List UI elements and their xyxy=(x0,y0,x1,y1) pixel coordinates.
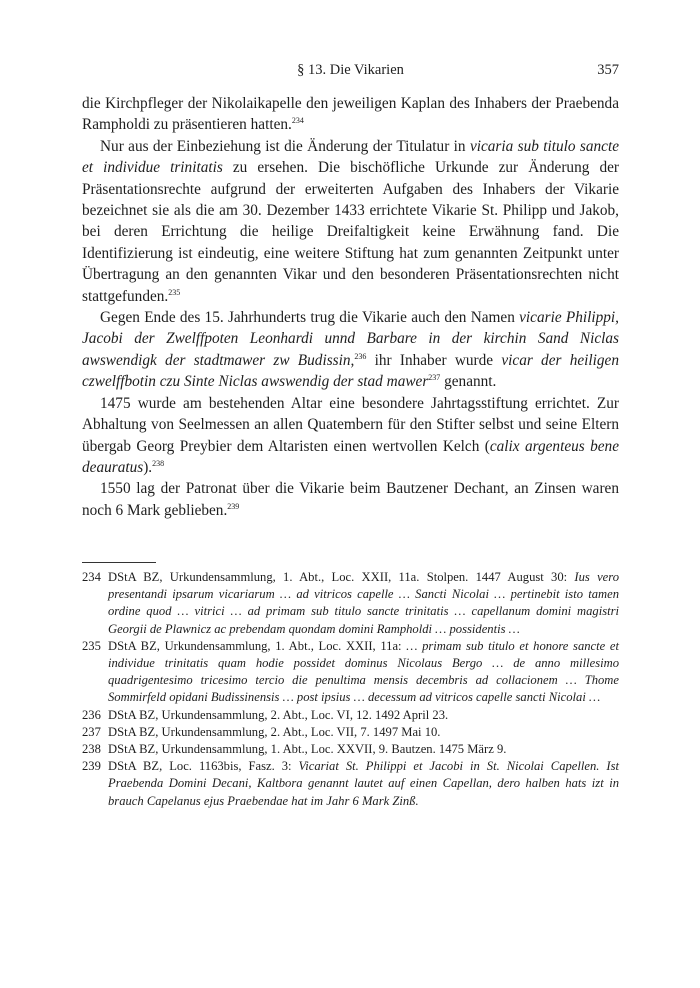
latin-quote: calix argenteus bene deauratus xyxy=(82,437,619,476)
text-run: 1475 wurde am bestehenden Altar eine besondere Jahrtagsstiftung errichtet. Zur Abhaltung von Seelmessen an allen Quatembern für den Stifter selbst und seine Eltern übergab Georg Preybier dem Altaristen einen wertvollen Kelch ( xyxy=(82,394,619,455)
text-run: ). xyxy=(143,458,153,476)
footnote-ref: 235 xyxy=(168,287,181,297)
footnote-number: 234 xyxy=(82,570,101,584)
paragraph-1 xyxy=(82,93,619,136)
text-run: Nur aus der Einbeziehung ist die Änderung der Titulatur in xyxy=(100,137,470,155)
paragraph-3 xyxy=(82,307,619,393)
footnote-text: DStA BZ, Urkundensammlung, 1. Abt., Loc. XXII, 11a. Stolpen. 1447 August 30: xyxy=(108,570,575,584)
footnote xyxy=(82,724,619,741)
footnote xyxy=(82,758,619,810)
footnote-ref: 237 xyxy=(428,373,441,383)
paragraph-4 xyxy=(82,393,619,479)
footnote-text: DStA BZ, Urkundensammlung, 2. Abt., Loc. VII, 7. 1497 Mai 10. xyxy=(108,724,441,739)
footnote-ref: 239 xyxy=(227,501,240,511)
footnote-text: DStA BZ, Urkundensammlung, 1. Abt., Loc. XXII, 11a: xyxy=(108,638,407,653)
footnote-separator xyxy=(82,562,156,563)
footnote-text: DStA BZ, Urkundensammlung, 1. Abt., Loc. XXVII, 9. Bautzen. 1475 März 9. xyxy=(108,742,507,757)
footnote-number: 238 xyxy=(82,742,101,757)
german-quote: vicarie Philippi, Jacobi der Zwelffpoten Leonhardi unnd Barbare in der kirchin Sand Niclas awswendigk der stadtmawer zw Budissin, xyxy=(82,309,619,369)
footnote xyxy=(82,638,619,707)
text-run: 1550 lag der Patronat über die Vikarie beim Bautzener Dechant, an Zinsen waren noch 6 Mark geblieben. xyxy=(82,480,619,519)
footnote-number: 235 xyxy=(82,638,101,653)
footnote-quote: … primam sub titulo et honore sancte et individue trinitatis quam hodie possidet dominus Nicolaus Bergo … de anno millesimo quadrigentesimo tricesimo tercio die penultima mensis decembris ad collacionem … Thome Sommirfeld opidani Budissinensis … post ipsius … decessum ad vitricos capelle sancti Nicolai … xyxy=(108,638,619,705)
footnote-number: 237 xyxy=(82,724,101,739)
text-run: genannt. xyxy=(440,373,497,391)
german-quote: vicar der heiligen czwelffbotin czu Sinte Niclas awswendig der stad mawer xyxy=(82,351,619,391)
footnote-quote: Ius vero presentandi ipsarum vicariarum … ad vitricos capelle … Sancti Nicolai … pertinebit isto tamen ordine quod … vitrici … ad primam sub titulo sancte trinitatis … capellanum domini magistri Georgii de Plawnicz ac prebendam quondam domini Rampholdi … possidentis … xyxy=(108,570,620,636)
footnote-ref: 238 xyxy=(152,458,165,468)
text-run: die Kirchpfleger der Nikolaikapelle den jeweiligen Kaplan des Inhabers der Praebenda Rampholdi zu präsentieren hatten. xyxy=(82,95,619,134)
footnote-text: DStA BZ, Urkundensammlung, 2. Abt., Loc. VI, 12. 1492 April 23. xyxy=(108,707,449,722)
page-number: 357 xyxy=(597,62,619,78)
footnote-number: 236 xyxy=(82,707,101,722)
footnote-quote: Vicariat St. Philippi et Jacobi in St. Nicolai Capellen. Ist Praebenda Domini Decani, Kaltbora genannt lautet auf einen Capellan, dero halben hats izt in brauch Capelanus ejus Praebendae hat im Jahr 6 Mark Zinß. xyxy=(108,759,619,808)
footnote xyxy=(82,707,619,724)
text-run: Gegen Ende des 15. Jahrhunderts trug die Vikarie auch den Namen xyxy=(100,309,520,327)
paragraph-5 xyxy=(82,478,619,521)
text-run: zu ersehen. Die bischöfliche Urkunde zur Änderung der Präsentationsrechte aufgrund der erweiterten Aufgaben des Inhabers der Vikarie bezeichnet sie als die am 30. Dezember 1433 errichtete Vikarie St. Philipp und Jakob, bei deren Errichtung die heilige Dreifaltigkeit keine Erwähnung fand. Die Identifizierung ist eindeutig, eine weitere Stiftung hat zum genannten Zeitpunkt unter Übertragung an den genannten Vikar und den besonderen Präsentationsrechten nicht stattgefunden. xyxy=(82,159,619,305)
running-header xyxy=(82,62,619,82)
running-title: § 13. Die Vikarien xyxy=(297,62,404,78)
main-text xyxy=(82,93,619,521)
latin-quote: vicaria sub titulo sancte et individue trinitatis xyxy=(82,137,619,177)
text-run: ihr Inhaber wurde xyxy=(366,351,502,369)
footnote-ref: 234 xyxy=(291,116,304,126)
footnote xyxy=(82,741,619,758)
footnote-number: 239 xyxy=(82,759,101,774)
paragraph-2 xyxy=(82,136,619,307)
footnote-text: DStA BZ, Loc. 1163bis, Fasz. 3: xyxy=(108,759,299,774)
footnote xyxy=(82,569,619,638)
footnote-ref: 236 xyxy=(354,351,367,361)
footnotes xyxy=(82,569,619,810)
